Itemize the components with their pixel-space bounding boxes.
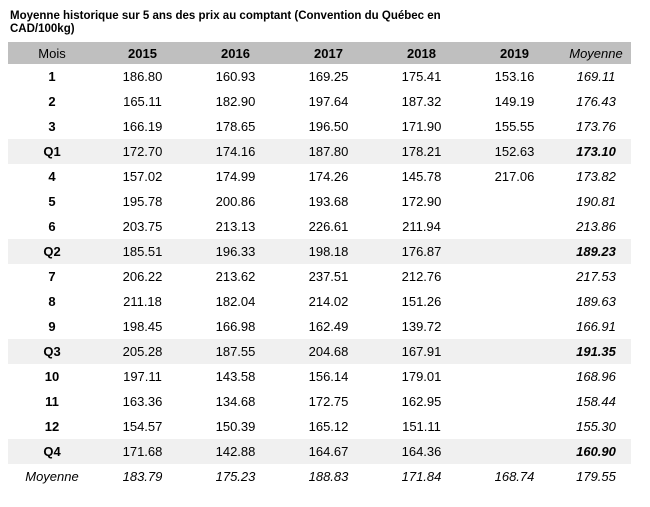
cell-q1-2019: 152.63	[468, 139, 561, 164]
table-row-q4	[8, 439, 631, 464]
cell-1-moyenne: 169.11	[561, 64, 631, 89]
cell-q4-moyenne: 160.90	[561, 439, 631, 464]
column-header-2017: 2017	[282, 42, 375, 64]
cell-5-mois: 5	[8, 189, 96, 214]
cell-q3-2015: 205.28	[96, 339, 189, 364]
cell-10-2015: 197.11	[96, 364, 189, 389]
table-header-row	[8, 42, 631, 64]
cell-3-2018: 171.90	[375, 114, 468, 139]
table-row-5	[8, 189, 631, 214]
cell-6-mois: 6	[8, 214, 96, 239]
cell-9-mois: 9	[8, 314, 96, 339]
cell-q2-2019	[468, 239, 561, 264]
cell-3-2016: 178.65	[189, 114, 282, 139]
cell-2-moyenne: 176.43	[561, 89, 631, 114]
cell-moyenne-2019: 168.74	[468, 464, 561, 489]
cell-8-moyenne: 189.63	[561, 289, 631, 314]
column-header-mois: Mois	[8, 42, 96, 64]
cell-10-2018: 179.01	[375, 364, 468, 389]
cell-11-2016: 134.68	[189, 389, 282, 414]
cell-12-2017: 165.12	[282, 414, 375, 439]
cell-10-2019	[468, 364, 561, 389]
cell-q4-2016: 142.88	[189, 439, 282, 464]
cell-q2-2016: 196.33	[189, 239, 282, 264]
table-row-3	[8, 114, 631, 139]
cell-4-mois: 4	[8, 164, 96, 189]
cell-5-2016: 200.86	[189, 189, 282, 214]
cell-7-2019	[468, 264, 561, 289]
cell-5-2018: 172.90	[375, 189, 468, 214]
cell-q2-2017: 198.18	[282, 239, 375, 264]
cell-3-moyenne: 173.76	[561, 114, 631, 139]
cell-6-2017: 226.61	[282, 214, 375, 239]
table-row-1	[8, 64, 631, 89]
cell-7-mois: 7	[8, 264, 96, 289]
cell-10-2016: 143.58	[189, 364, 282, 389]
table-row-7	[8, 264, 631, 289]
cell-3-2015: 166.19	[96, 114, 189, 139]
cell-9-moyenne: 166.91	[561, 314, 631, 339]
table-row-q1	[8, 139, 631, 164]
cell-1-2015: 186.80	[96, 64, 189, 89]
table-row-q2	[8, 239, 631, 264]
cell-2-2015: 165.11	[96, 89, 189, 114]
cell-moyenne-2017: 188.83	[282, 464, 375, 489]
cell-3-2017: 196.50	[282, 114, 375, 139]
column-header-2019: 2019	[468, 42, 561, 64]
cell-q4-2019	[468, 439, 561, 464]
cell-q4-2017: 164.67	[282, 439, 375, 464]
cell-q3-mois: Q3	[8, 339, 96, 364]
table-row-q3	[8, 339, 631, 364]
cell-q2-2015: 185.51	[96, 239, 189, 264]
cell-9-2018: 139.72	[375, 314, 468, 339]
cell-4-2019: 217.06	[468, 164, 561, 189]
cell-q3-2017: 204.68	[282, 339, 375, 364]
table-row-4	[8, 164, 631, 189]
cell-moyenne-mois: Moyenne	[8, 464, 96, 489]
table-head	[8, 42, 631, 64]
cell-1-2018: 175.41	[375, 64, 468, 89]
table-row-8	[8, 289, 631, 314]
cell-5-2017: 193.68	[282, 189, 375, 214]
cell-10-2017: 156.14	[282, 364, 375, 389]
cell-12-mois: 12	[8, 414, 96, 439]
cell-2-2019: 149.19	[468, 89, 561, 114]
cell-q4-2018: 164.36	[375, 439, 468, 464]
column-header-2016: 2016	[189, 42, 282, 64]
cell-q4-mois: Q4	[8, 439, 96, 464]
cell-1-2016: 160.93	[189, 64, 282, 89]
cell-moyenne-2016: 175.23	[189, 464, 282, 489]
cell-11-2019	[468, 389, 561, 414]
cell-6-2018: 211.94	[375, 214, 468, 239]
table-row-6	[8, 214, 631, 239]
cell-q1-2015: 172.70	[96, 139, 189, 164]
cell-7-2016: 213.62	[189, 264, 282, 289]
cell-q1-2016: 174.16	[189, 139, 282, 164]
cell-12-2016: 150.39	[189, 414, 282, 439]
cell-10-moyenne: 168.96	[561, 364, 631, 389]
cell-4-2016: 174.99	[189, 164, 282, 189]
cell-1-2017: 169.25	[282, 64, 375, 89]
cell-q4-2015: 171.68	[96, 439, 189, 464]
cell-12-2015: 154.57	[96, 414, 189, 439]
cell-1-2019: 153.16	[468, 64, 561, 89]
cell-12-2019	[468, 414, 561, 439]
cell-q2-2018: 176.87	[375, 239, 468, 264]
cell-11-mois: 11	[8, 389, 96, 414]
cell-6-2016: 213.13	[189, 214, 282, 239]
table-row-12	[8, 414, 631, 439]
price-table	[8, 42, 631, 489]
cell-5-moyenne: 190.81	[561, 189, 631, 214]
table-row-moyenne	[8, 464, 631, 489]
cell-moyenne-2015: 183.79	[96, 464, 189, 489]
cell-q1-2017: 187.80	[282, 139, 375, 164]
cell-q3-2018: 167.91	[375, 339, 468, 364]
cell-q2-mois: Q2	[8, 239, 96, 264]
cell-11-2017: 172.75	[282, 389, 375, 414]
cell-q3-2016: 187.55	[189, 339, 282, 364]
cell-1-mois: 1	[8, 64, 96, 89]
cell-7-moyenne: 217.53	[561, 264, 631, 289]
cell-7-2015: 206.22	[96, 264, 189, 289]
cell-2-2018: 187.32	[375, 89, 468, 114]
table-row-9	[8, 314, 631, 339]
cell-3-mois: 3	[8, 114, 96, 139]
cell-7-2017: 237.51	[282, 264, 375, 289]
cell-moyenne-2018: 171.84	[375, 464, 468, 489]
cell-6-2015: 203.75	[96, 214, 189, 239]
cell-4-moyenne: 173.82	[561, 164, 631, 189]
table-row-11	[8, 389, 631, 414]
cell-9-2019	[468, 314, 561, 339]
cell-q3-2019	[468, 339, 561, 364]
cell-9-2015: 198.45	[96, 314, 189, 339]
cell-8-2019	[468, 289, 561, 314]
column-header-moyenne: Moyenne	[561, 42, 631, 64]
cell-11-2018: 162.95	[375, 389, 468, 414]
cell-8-mois: 8	[8, 289, 96, 314]
page-title: Moyenne historique sur 5 ans des prix au comptant (Convention du Québec en CAD/100kg)	[10, 10, 441, 35]
cell-4-2018: 145.78	[375, 164, 468, 189]
cell-q1-mois: Q1	[8, 139, 96, 164]
cell-8-2018: 151.26	[375, 289, 468, 314]
cell-5-2015: 195.78	[96, 189, 189, 214]
cell-6-2019	[468, 214, 561, 239]
cell-9-2017: 162.49	[282, 314, 375, 339]
cell-q1-2018: 178.21	[375, 139, 468, 164]
cell-12-2018: 151.11	[375, 414, 468, 439]
cell-10-mois: 10	[8, 364, 96, 389]
cell-4-2015: 157.02	[96, 164, 189, 189]
column-header-2018: 2018	[375, 42, 468, 64]
cell-9-2016: 166.98	[189, 314, 282, 339]
cell-q1-moyenne: 173.10	[561, 139, 631, 164]
cell-2-2016: 182.90	[189, 89, 282, 114]
cell-11-2015: 163.36	[96, 389, 189, 414]
cell-8-2017: 214.02	[282, 289, 375, 314]
cell-2-2017: 197.64	[282, 89, 375, 114]
cell-8-2015: 211.18	[96, 289, 189, 314]
cell-8-2016: 182.04	[189, 289, 282, 314]
cell-5-2019	[468, 189, 561, 214]
cell-moyenne-moyenne: 179.55	[561, 464, 631, 489]
cell-q2-moyenne: 189.23	[561, 239, 631, 264]
cell-12-moyenne: 155.30	[561, 414, 631, 439]
cell-6-moyenne: 213.86	[561, 214, 631, 239]
cell-11-moyenne: 158.44	[561, 389, 631, 414]
cell-4-2017: 174.26	[282, 164, 375, 189]
column-header-2015: 2015	[96, 42, 189, 64]
cell-q3-moyenne: 191.35	[561, 339, 631, 364]
table-body	[8, 64, 631, 489]
table-row-10	[8, 364, 631, 389]
cell-2-mois: 2	[8, 89, 96, 114]
table-row-2	[8, 89, 631, 114]
cell-7-2018: 212.76	[375, 264, 468, 289]
cell-3-2019: 155.55	[468, 114, 561, 139]
